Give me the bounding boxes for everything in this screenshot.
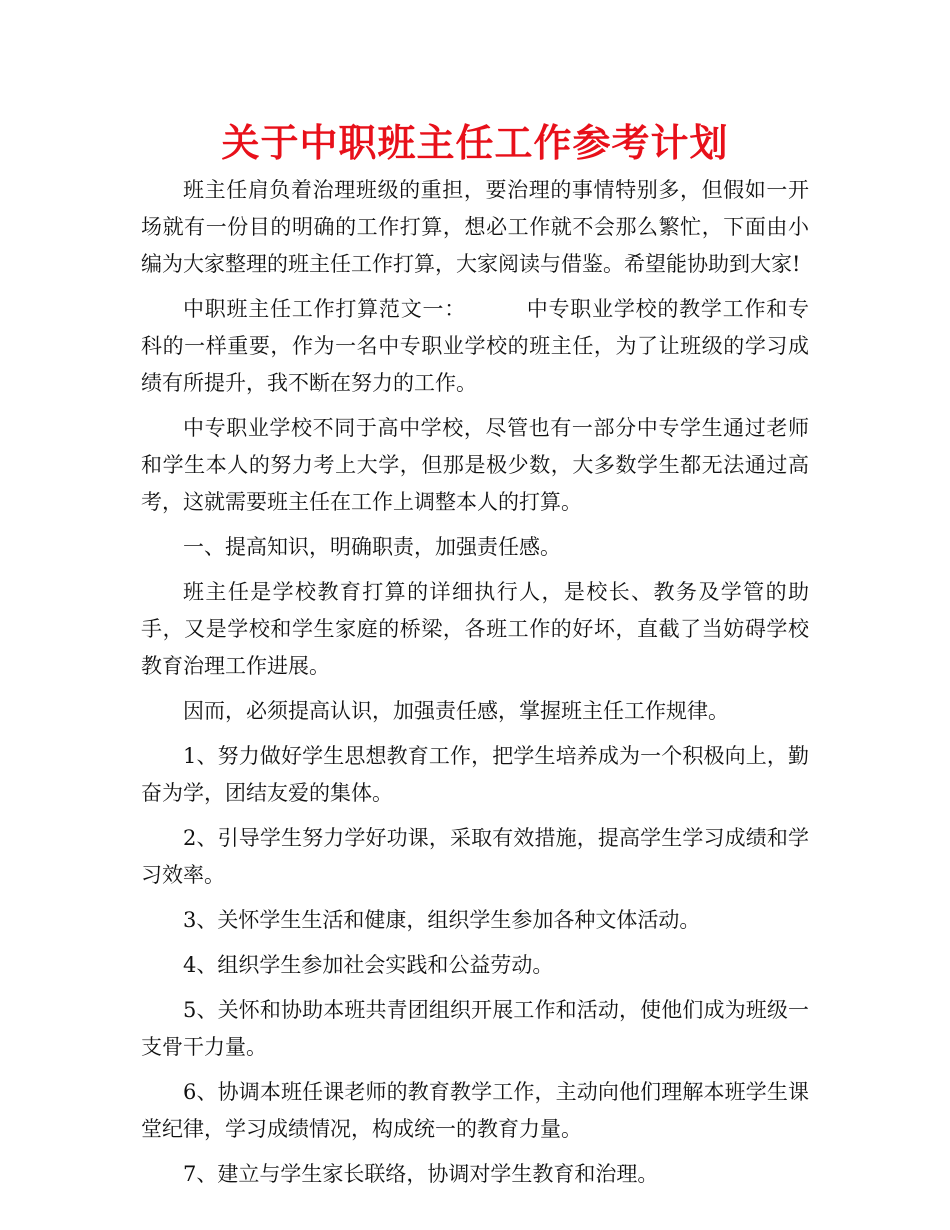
list-item-7: 7、建立与学生家长联络，协调对学生教育和治理。 bbox=[183, 1162, 659, 1186]
document-body bbox=[141, 172, 809, 1193]
document-title: 关于中职班主任工作参考计划 bbox=[221, 121, 729, 165]
intro-paragraph: 班主任肩负着治理班级的重担，要治理的事情特别多，但假如一开场就有一份目的明确的工作打算，想必工作就不会那么繁忙，下面由小编为大家整理的班主任工作打算，大家阅读与借鉴。希望能协助到大家! bbox=[141, 178, 809, 276]
list-item-2: 2、引导学生努力学好功课，采取有效措施，提高学生学习成绩和学习效率。 bbox=[141, 826, 809, 887]
therefore-paragraph: 因而，必须提高认识，加强责任感，掌握班主任工作规律。 bbox=[183, 699, 729, 723]
list-item-4: 4、组织学生参加社会实践和公益劳动。 bbox=[183, 953, 554, 977]
list-item-5: 5、关怀和协助本班共青团组织开展工作和活动，使他们成为班级一支骨干力量。 bbox=[141, 998, 809, 1059]
difference-paragraph: 中专职业学校不同于高中学校，尽管也有一部分中专学生通过老师和学生本人的努力考上大学，但那是极少数，大多数学生都无法通过高考，这就需要班主任在工作上调整本人的打算。 bbox=[141, 416, 809, 514]
list-item-1: 1、努力做好学生思想教育工作，把学生培养成为一个积极向上，勤奋为学，团结友爱的集体。 bbox=[141, 744, 809, 805]
sample-text: 中专职业学校的教学工作和专科的一样重要，作为一名中专职业学校的班主任，为了让班级的学习成绩有所提升，我不断在努力的工作。 bbox=[141, 297, 809, 395]
list-item-6: 6、协调本班任课老师的教育教学工作，主动向他们理解本班学生课堂纪律，学习成绩情况，构成统一的教育力量。 bbox=[141, 1080, 809, 1141]
sample-paragraph bbox=[141, 291, 809, 402]
list-item-3: 3、关怀学生生活和健康，组织学生参加各种文体活动。 bbox=[183, 908, 701, 932]
section-heading-one: 一、提高知识，明确职责，加强责任感。 bbox=[183, 535, 561, 559]
role-paragraph: 班主任是学校教育打算的详细执行人，是校长、教务及学管的助手，又是学校和学生家庭的桥梁，各班工作的好坏，直截了当妨碍学校教育治理工作进展。 bbox=[141, 580, 809, 678]
sample-heading: 中职班主任工作打算范文一： bbox=[183, 297, 466, 321]
